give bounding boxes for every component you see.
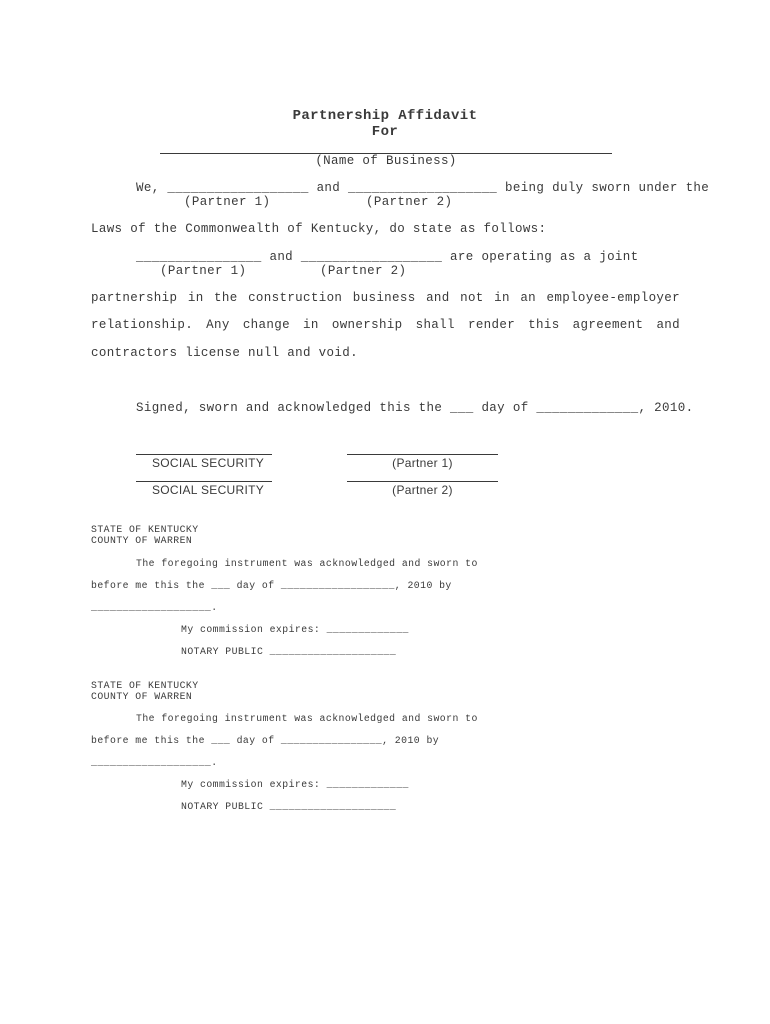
paragraph-line-2: relationship. Any change in ownership shall render this agreement and — [91, 318, 680, 332]
document-subtitle: For — [371, 124, 399, 140]
notary1-line1: The foregoing instrument was acknowledged and sworn to — [136, 558, 478, 569]
operating-line: ________________ and __________________ are operating as a joint — [136, 250, 639, 264]
ss2-signature-line — [136, 481, 272, 482]
notary2-commission: My commission expires: _____________ — [181, 779, 409, 790]
partner1-caption: (Partner 1) — [184, 195, 271, 209]
laws-line: Laws of the Commonwealth of Kentucky, do state as follows: — [91, 222, 547, 236]
notary1-county: COUNTY OF WARREN — [91, 535, 193, 546]
paragraph-line-1: partnership in the construction business and not in an employee-employer — [91, 291, 680, 305]
p2-label: (Partner 2) — [392, 483, 453, 497]
ss1-signature-line — [136, 454, 272, 455]
business-name-caption: (Name of Business) — [315, 154, 457, 168]
notary2-notary-public: NOTARY PUBLIC ____________________ — [181, 801, 397, 812]
ss1-label: SOCIAL SECURITY — [151, 456, 265, 470]
p1-signature-line — [347, 454, 498, 455]
notary1-line3: ___________________. — [91, 602, 218, 613]
p2-signature-line — [347, 481, 498, 482]
notary1-line2: before me this the ___ day of __________________, 2010 by — [91, 580, 452, 591]
partner2-caption: (Partner 2) — [366, 195, 453, 209]
notary2-county: COUNTY OF WARREN — [91, 691, 193, 702]
document-title: Partnership Affidavit — [292, 108, 478, 124]
signed-line: Signed, sworn and acknowledged this the ___ day of _____________, 2010. — [136, 401, 694, 415]
notary1-notary-public: NOTARY PUBLIC ____________________ — [181, 646, 397, 657]
notary1-state: STATE OF KENTUCKY — [91, 524, 199, 535]
partner2-caption-b: (Partner 2) — [320, 264, 407, 278]
ss2-label: SOCIAL SECURITY — [151, 483, 265, 497]
notary2-state: STATE OF KENTUCKY — [91, 680, 199, 691]
we-line: We, __________________ and ___________________ being duly sworn under the — [136, 181, 710, 195]
notary2-line3: ___________________. — [91, 757, 218, 768]
p1-label: (Partner 1) — [392, 456, 453, 470]
notary2-line2: before me this the ___ day of ________________, 2010 by — [91, 735, 440, 746]
notary1-commission: My commission expires: _____________ — [181, 624, 409, 635]
paragraph-line-3: contractors license null and void. — [91, 346, 358, 360]
partner1-caption-b: (Partner 1) — [160, 264, 247, 278]
notary2-line1: The foregoing instrument was acknowledged and sworn to — [136, 713, 478, 724]
